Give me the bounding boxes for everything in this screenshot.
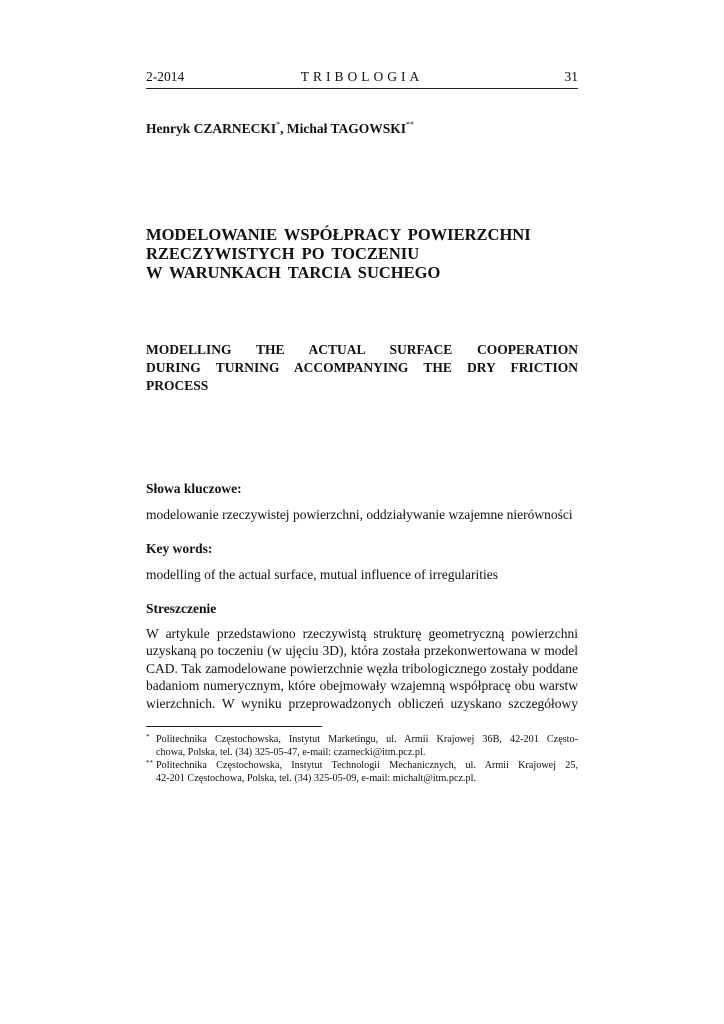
title-english-line: MODELLING THE ACTUAL SURFACE COOPERATION: [146, 342, 578, 357]
journal-name: TRIBOLOGIA: [300, 69, 424, 84]
footnote-line: 42-201 Częstochowa, Polska, tel. (34) 325-05-09, e-mail: michalt@itm.pcz.pl.: [156, 773, 477, 784]
keywords-english-heading: Key words:: [146, 541, 213, 556]
title-polish-line: MODELOWANIE WSPÓŁPRACY POWIERZCHNI: [146, 225, 531, 244]
author-separator: ,: [280, 121, 287, 136]
title-polish-line: RZECZYWISTYCH PO TOCZENIU: [146, 244, 420, 263]
footnote-mark: **: [146, 759, 153, 767]
author-1-footnote-mark: *: [276, 120, 281, 129]
header-rule: [146, 88, 578, 89]
footnote-affiliation-1: [146, 733, 578, 759]
title-english-line: DURING TURNING ACCOMPANYING THE DRY FRICTION: [146, 360, 578, 375]
title-english-line: PROCESS: [146, 378, 209, 393]
abstract-line: wierzchnich. W wyniku przeprowadzonych obliczeń uzyskano szczegółowy: [146, 695, 578, 711]
keywords-polish-heading: Słowa kluczowe:: [146, 481, 242, 496]
abstract-line: badaniom numerycznym, które obejmowały wzajemną współpracę obu warstw: [146, 678, 578, 694]
title-polish: [146, 225, 586, 282]
footnote-line: chowa, Polska, tel. (34) 325-05-47, e-mail: czarnecki@itm.pcz.pl.: [156, 747, 426, 758]
author-line: [146, 121, 414, 137]
footnote-mark: *: [146, 733, 150, 741]
abstract-body: [146, 625, 578, 712]
title-english: [146, 341, 578, 395]
footnote-affiliation-2: [146, 759, 578, 785]
author-2-name: Michał TAGOWSKI: [286, 121, 407, 136]
footnote-line: Politechnika Częstochowska, Instytut Marketingu, ul. Armii Krajowej 36B, 42-201 Często-: [156, 734, 578, 745]
running-header: [146, 69, 578, 87]
title-polish-line: W WARUNKACH TARCIA SUCHEGO: [146, 263, 441, 282]
footnotes: [146, 733, 578, 785]
abstract-line: uzyskaną po toczeniu (w ujęciu 3D), która została przekonwertowana w model: [146, 643, 578, 659]
keywords-english-text: modelling of the actual surface, mutual influence of irregularities: [146, 567, 498, 582]
author-2-footnote-mark: **: [406, 120, 415, 129]
footnote-rule: [146, 726, 322, 727]
abstract-line: W artykule przedstawiono rzeczywistą strukturę geometryczną powierzchni: [146, 626, 578, 641]
author-1-name: Henryk CZARNECKI: [146, 121, 277, 136]
issue-number: 2-2014: [146, 69, 185, 84]
abstract-line: CAD. Tak zamodelowane powierzchnie węzła tribologicznego zostały poddane: [146, 660, 578, 676]
abstract-heading: Streszczenie: [146, 601, 217, 616]
keywords-polish-text: modelowanie rzeczywistej powierzchni, oddziaływanie wzajemne nierówności: [146, 507, 573, 522]
footnote-line: Politechnika Częstochowska, Instytut Technologii Mechanicznych, ul. Armii Krajowej 25,: [156, 760, 578, 771]
page-number: 31: [564, 69, 578, 84]
